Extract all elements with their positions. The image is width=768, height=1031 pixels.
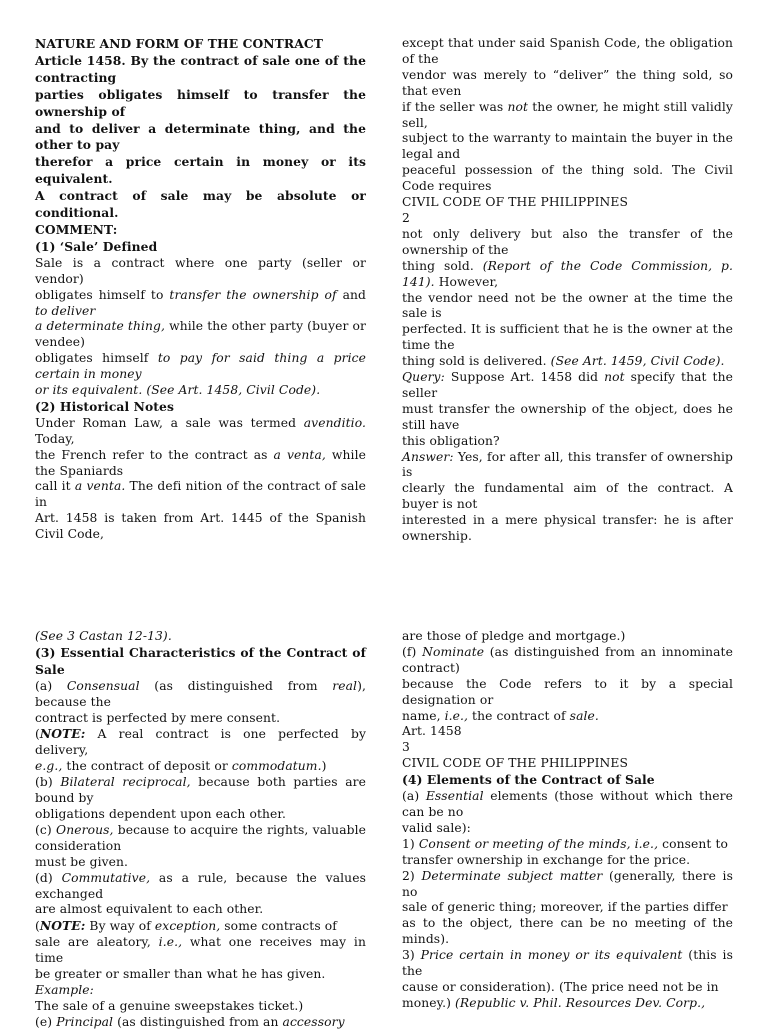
column-bottom-right	[402, 629, 733, 1012]
text-run: the owner, he might still validly sell,	[402, 99, 733, 130]
text-run: consent to	[658, 836, 728, 851]
text-run: specify that the seller	[402, 370, 733, 400]
text-run: valid sale):	[402, 820, 471, 835]
text-run: (d)	[35, 870, 62, 885]
text-run: Example:	[35, 982, 94, 997]
text-run: 2)	[402, 868, 422, 883]
text-line	[35, 759, 366, 775]
text-run: )	[321, 759, 327, 774]
text-run: NATURE AND FORM OF THE CONTRACT	[35, 36, 323, 51]
text-run: Principal	[56, 1014, 114, 1029]
text-run: (3) Essential Characteristics of the Contract of Sale	[35, 644, 366, 677]
text-run: Today,	[35, 431, 75, 446]
text-run: the French refer to the contract as	[35, 447, 274, 462]
text-run: the vendor need not be the owner at the time the sale is	[402, 290, 733, 321]
text-run: therefor a price certain in money or its equivalent.	[35, 154, 366, 187]
text-line	[402, 370, 733, 402]
text-run: must be given.	[35, 854, 129, 869]
text-run: obligations dependent upon each other.	[35, 806, 287, 821]
text-line	[402, 709, 733, 725]
text-run: not	[604, 370, 625, 385]
text-line	[402, 68, 733, 100]
text-line	[35, 511, 366, 543]
text-run: (a)	[402, 789, 426, 804]
text-line	[402, 724, 733, 740]
text-run: (Report of the Code Commission, p. 141).	[402, 258, 733, 289]
text-run: (a)	[35, 678, 67, 693]
text-run: transfer ownership in exchange for the price.	[402, 852, 691, 867]
text-line	[402, 322, 733, 354]
text-run: ), because the	[35, 678, 366, 709]
text-run: Price certain in money or its equivalent	[420, 948, 683, 963]
text-run: interested in a mere physical transfer: he is after ownership.	[402, 513, 733, 544]
text-run: (1) ‘Sale’ Defined	[35, 238, 158, 254]
text-line	[35, 383, 366, 399]
text-run: to deliver	[35, 303, 96, 318]
text-line	[35, 448, 366, 480]
text-run: the contract of deposit or	[62, 759, 232, 774]
text-run: perfected. It is sufficient that he is the owner at the time the	[402, 322, 733, 353]
text-line	[402, 789, 733, 821]
text-line	[35, 935, 366, 967]
text-run: are almost equivalent to each other.	[35, 902, 264, 917]
text-run: contract is perfected by mere consent.	[35, 710, 281, 725]
text-run: vendor was merely to “deliver” the thing sold, so that even	[402, 67, 733, 98]
text-line	[402, 211, 733, 227]
text-run: CIVIL CODE OF THE PHILIPPINES	[402, 195, 628, 210]
text-run: as to the object, there can be no meeting of the minds).	[402, 916, 733, 947]
text-run: (Republic v. Phil. Resources Dev. Corp.,	[455, 995, 706, 1010]
column-top-left	[35, 36, 366, 543]
text-line	[402, 677, 733, 709]
text-run: a determinate thing,	[35, 319, 166, 334]
text-run: subject to the warranty to maintain the buyer in the legal and	[402, 131, 733, 162]
text-line	[35, 479, 366, 511]
text-run: Determinate subject matter	[421, 868, 603, 883]
text-run: (c)	[35, 822, 57, 837]
text-run: (See 3 Castan 12-13).	[35, 629, 172, 643]
text-line	[402, 948, 733, 980]
text-run: commodatum.	[231, 759, 322, 774]
text-run: this obligation?	[402, 433, 500, 448]
text-line	[35, 679, 366, 711]
text-run: cause or consideration). (The price need not be in	[402, 979, 719, 994]
text-line	[402, 402, 733, 434]
text-line	[35, 399, 366, 416]
text-line	[402, 291, 733, 323]
text-run: are those of pledge and mortgage.)	[402, 629, 626, 643]
text-run: (See Art. 1459, Civil Code).	[550, 354, 725, 369]
text-run: sale of generic thing; moreover, if the parties differ	[402, 900, 728, 915]
text-line	[402, 996, 733, 1012]
text-run: Art. 1458	[402, 724, 462, 739]
text-run: not	[507, 99, 529, 114]
text-line	[35, 222, 366, 239]
text-line	[402, 980, 733, 996]
text-run: to pay for said thing a price certain in money	[35, 351, 366, 382]
text-run: call it	[35, 479, 75, 494]
text-run: The sale of a genuine sweepstakes ticket.)	[35, 998, 304, 1013]
text-run: accessory	[282, 1014, 345, 1029]
text-run: Under Roman Law, a sale was termed	[35, 415, 304, 430]
text-run: Essential	[425, 789, 484, 804]
text-line	[35, 239, 366, 256]
text-run: (	[35, 727, 40, 742]
text-line	[402, 227, 733, 259]
text-line	[35, 871, 366, 903]
text-run: obligates himself to	[35, 287, 170, 302]
text-run: (	[35, 919, 40, 934]
text-run: parties obligates himself to transfer the ownership of	[35, 86, 366, 119]
text-run: Article 1458. By the contract of sale one of the contracting	[35, 52, 366, 85]
text-run: a venta,	[273, 447, 326, 462]
text-line	[35, 1015, 366, 1031]
text-line	[35, 53, 366, 87]
column-bottom-left	[35, 629, 366, 1031]
text-run: while the Spaniards	[35, 447, 366, 478]
text-run: (2) Historical Notes	[35, 398, 174, 414]
text-run: Sale is a contract where one party (seller or vendor)	[35, 255, 366, 286]
text-run: (as distinguished from an innominate contract)	[402, 644, 733, 675]
text-line	[402, 100, 733, 132]
text-run: e.g.,	[35, 759, 63, 774]
text-run: peaceful possession of the thing sold. The Civil Code requires	[402, 163, 733, 194]
text-run: (4) Elements of the Contract of Sale	[402, 772, 655, 788]
text-run: Yes, for after all, this transfer of ownership is	[402, 449, 733, 480]
text-line	[402, 195, 733, 211]
text-line	[402, 756, 733, 772]
text-line	[402, 354, 733, 370]
text-line	[35, 351, 366, 383]
text-line	[35, 256, 366, 288]
text-line	[402, 513, 733, 545]
text-run: real	[332, 678, 358, 693]
text-run: (generally, there is no	[402, 868, 733, 899]
text-run: (f)	[402, 644, 423, 659]
text-run: or its equivalent. (See Art. 1458, Civil Code).	[35, 383, 321, 398]
text-run: Commutative,	[61, 870, 151, 885]
text-run: clearly the fundamental aim of the contract. A buyer is not	[402, 481, 733, 512]
text-run: because to acquire the rights, valuable consideration	[35, 822, 367, 853]
text-run: not only delivery but also the transfer of the ownership of the	[402, 226, 733, 257]
text-line	[35, 775, 366, 807]
text-line	[402, 434, 733, 450]
text-line	[35, 154, 366, 188]
text-line	[402, 837, 733, 853]
text-line	[35, 87, 366, 121]
text-run: A real contract is one perfected by delivery,	[35, 727, 366, 758]
text-line	[35, 902, 366, 918]
text-run: 3	[402, 740, 410, 755]
text-line	[402, 916, 733, 948]
text-line	[35, 645, 366, 679]
text-line	[35, 999, 366, 1015]
text-line	[402, 481, 733, 513]
text-run: elements (those without which there can be no	[402, 789, 733, 819]
text-run: because both parties are bound by	[35, 775, 367, 806]
text-run: Answer:	[402, 449, 454, 464]
text-run: sale are aleatory,	[35, 935, 159, 950]
text-run: By way of	[85, 919, 155, 934]
text-run: (as distinguished from	[139, 678, 333, 693]
text-line	[35, 983, 366, 999]
text-run: because the Code refers to it by a special designation or	[402, 676, 733, 707]
text-run: (b)	[35, 775, 61, 790]
text-run: Nominate	[422, 644, 485, 659]
text-run: while the other party (buyer or vendee)	[35, 319, 366, 350]
text-run: COMMENT:	[35, 221, 118, 237]
text-line	[35, 416, 366, 448]
text-run: must transfer the ownership of the object, does he still have	[402, 401, 733, 432]
text-run: name,	[402, 708, 445, 723]
text-run: (e)	[35, 1014, 57, 1029]
text-line	[35, 288, 366, 320]
text-line	[402, 36, 733, 68]
text-line	[402, 259, 733, 291]
text-run: i.e.,	[444, 708, 469, 723]
text-run: sale.	[569, 708, 599, 723]
text-line	[402, 869, 733, 901]
text-line	[402, 900, 733, 916]
text-run: However,	[434, 274, 499, 289]
text-run: 3)	[402, 948, 421, 963]
text-line	[35, 855, 366, 871]
text-line	[402, 163, 733, 195]
text-line	[35, 629, 366, 645]
text-line	[35, 121, 366, 155]
text-line	[35, 967, 366, 983]
text-run: Bilateral reciprocal,	[60, 775, 191, 790]
text-line	[35, 918, 366, 935]
text-run: be greater or smaller than what he has given.	[35, 967, 326, 982]
text-run: CIVIL CODE OF THE PHILIPPINES	[402, 756, 628, 771]
text-run: and to deliver a determinate thing, and the other to pay	[35, 120, 366, 153]
text-line	[402, 629, 733, 645]
text-run: Consensual	[66, 678, 140, 693]
text-line	[35, 36, 366, 53]
text-run: The defi nition of the contract of sale in	[35, 479, 366, 510]
text-line	[402, 131, 733, 163]
text-line	[35, 711, 366, 727]
text-run: thing sold is delivered.	[402, 354, 551, 369]
text-line	[35, 726, 366, 759]
text-line	[35, 319, 366, 351]
text-line	[35, 807, 366, 823]
text-run: NOTE:	[39, 726, 86, 742]
text-run: exception,	[154, 919, 221, 934]
text-line	[35, 823, 366, 855]
text-run: avenditio.	[303, 415, 366, 430]
text-run: a venta.	[74, 479, 126, 494]
text-run: the contract of	[468, 708, 570, 723]
text-run: A contract of sale may be absolute or conditional.	[35, 188, 366, 221]
text-run: thing sold.	[402, 258, 483, 273]
text-run: money.)	[402, 995, 455, 1010]
text-run: obligates himself	[35, 351, 158, 366]
text-line	[402, 853, 733, 869]
text-line	[35, 188, 366, 222]
text-run: some contracts of	[220, 919, 337, 934]
text-run: transfer the ownership of	[169, 287, 337, 302]
text-run: Onerous,	[56, 822, 114, 837]
text-run: except that under said Spanish Code, the obligation of the	[402, 36, 733, 66]
text-run: Consent or meeting of the minds, i.e.,	[418, 836, 659, 851]
text-line	[402, 772, 733, 789]
text-run: 2	[402, 210, 410, 225]
text-run: what one receives may in time	[35, 935, 366, 966]
text-run: (as distinguished from an	[113, 1014, 283, 1029]
text-line	[402, 645, 733, 677]
text-run: i.e.,	[158, 935, 183, 950]
text-run: Art. 1458 is taken from Art. 1445 of the Spanish Civil Code,	[35, 511, 366, 542]
text-run: 1)	[402, 836, 419, 851]
text-run: (this is the	[402, 948, 733, 979]
text-run: and	[336, 287, 366, 302]
text-line	[402, 450, 733, 482]
text-line	[402, 740, 733, 756]
text-run: as a rule, because the values exchanged	[35, 870, 366, 901]
text-run: NOTE:	[39, 918, 86, 934]
column-top-right	[402, 36, 733, 545]
text-run: Suppose Art. 1458 did	[444, 370, 605, 385]
text-line	[402, 821, 733, 837]
text-run: if the seller was	[402, 99, 508, 114]
text-run: Query:	[402, 370, 445, 385]
